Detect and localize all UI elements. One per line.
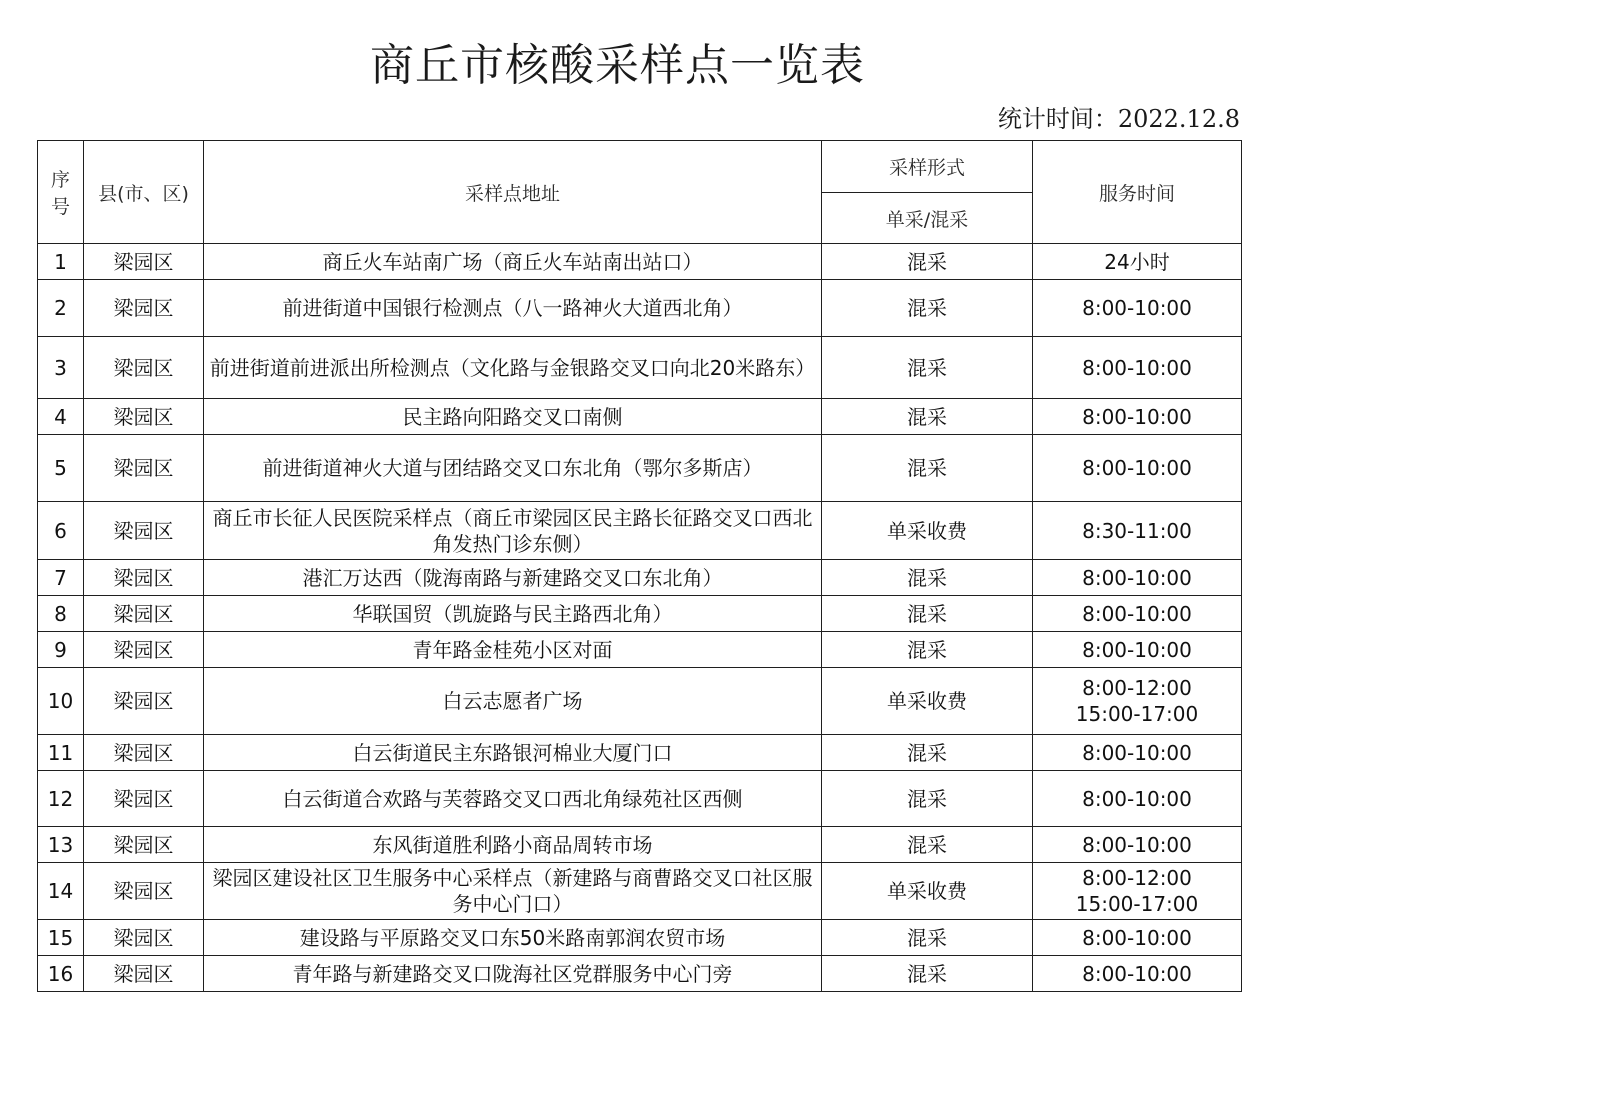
row-county: 梁园区 (84, 771, 204, 827)
row-county: 梁园区 (84, 399, 204, 435)
row-address: 白云志愿者广场 (204, 668, 822, 735)
row-hours-line: 8:00-10:00 (1082, 925, 1192, 950)
row-index: 8 (38, 596, 84, 632)
row-index: 9 (38, 632, 84, 668)
row-hours (1033, 668, 1242, 735)
table-row (38, 863, 1242, 920)
row-county: 梁园区 (84, 668, 204, 735)
row-hours-line: 8:00-10:00 (1082, 601, 1192, 626)
row-hours-line: 8:00-12:00 (1082, 866, 1192, 890)
row-address: 梁园区建设社区卫生服务中心采样点（新建路与商曹路交叉口社区服务中心门口） (204, 863, 822, 920)
row-index: 13 (38, 827, 84, 863)
row-address: 东风街道胜利路小商品周转市场 (204, 827, 822, 863)
row-hours-line: 8:00-10:00 (1082, 961, 1192, 986)
table-body (38, 244, 1242, 992)
table-row (38, 956, 1242, 992)
row-index: 10 (38, 668, 84, 735)
row-form: 混采 (822, 337, 1033, 399)
row-address: 白云街道民主东路银河棉业大厦门口 (204, 735, 822, 771)
row-hours-line-2: 15:00-17:00 (1075, 892, 1199, 916)
table-row (38, 920, 1242, 956)
row-county: 梁园区 (84, 244, 204, 280)
row-hours-line: 8:00-10:00 (1082, 355, 1192, 380)
row-form: 混采 (822, 435, 1033, 502)
row-hours-line: 8:00-12:00 (1082, 676, 1192, 700)
row-address: 前进街道中国银行检测点（八一路神火大道西北角） (204, 280, 822, 337)
row-index: 11 (38, 735, 84, 771)
row-form: 单采收费 (822, 502, 1033, 560)
row-address: 建设路与平原路交叉口东50米路南郭润农贸市场 (204, 920, 822, 956)
row-address: 白云街道合欢路与芙蓉路交叉口西北角绿苑社区西侧 (204, 771, 822, 827)
row-hours-line: 8:00-10:00 (1082, 404, 1192, 429)
row-hours-line: 8:00-10:00 (1082, 565, 1192, 590)
row-index: 12 (38, 771, 84, 827)
row-form: 混采 (822, 280, 1033, 337)
table-row (38, 435, 1242, 502)
table-row (38, 735, 1242, 771)
row-address: 前进街道前进派出所检测点（文化路与金银路交叉口向北20米路东） (204, 337, 822, 399)
row-address: 民主路向阳路交叉口南侧 (204, 399, 822, 435)
header-county: 县(市、区) (84, 141, 204, 244)
page-title: 商丘市核酸采样点一览表 (370, 40, 865, 91)
row-index: 14 (38, 863, 84, 920)
row-hours (1033, 956, 1242, 992)
table-row (38, 771, 1242, 827)
row-index: 1 (38, 244, 84, 280)
row-address: 前进街道神火大道与团结路交叉口东北角（鄂尔多斯店） (204, 435, 822, 502)
row-hours-line: 8:00-10:00 (1082, 296, 1192, 320)
row-form: 混采 (822, 956, 1033, 992)
table-row (38, 632, 1242, 668)
row-county: 梁园区 (84, 280, 204, 337)
row-county: 梁园区 (84, 502, 204, 560)
row-form: 混采 (822, 596, 1033, 632)
row-index: 3 (38, 337, 84, 399)
row-hours-line: 8:00-10:00 (1082, 786, 1192, 811)
row-hours (1033, 827, 1242, 863)
row-form: 混采 (822, 632, 1033, 668)
row-form: 混采 (822, 735, 1033, 771)
row-hours-line: 8:30-11:00 (1082, 518, 1192, 543)
row-hours-line: 8:00-10:00 (1082, 740, 1192, 765)
header-form-sub: 单采/混采 (822, 193, 1033, 244)
row-hours (1033, 560, 1242, 596)
row-county: 梁园区 (84, 920, 204, 956)
row-index: 5 (38, 435, 84, 502)
row-hours-line: 8:00-10:00 (1082, 637, 1192, 662)
row-hours (1033, 280, 1242, 337)
row-hours (1033, 863, 1242, 920)
table-row (38, 596, 1242, 632)
row-index: 2 (38, 280, 84, 337)
row-hours (1033, 920, 1242, 956)
row-hours-line-2: 15:00-17:00 (1075, 702, 1199, 726)
row-index: 4 (38, 399, 84, 435)
table-row (38, 280, 1242, 337)
row-address: 青年路金桂苑小区对面 (204, 632, 822, 668)
row-hours (1033, 244, 1242, 280)
row-hours (1033, 435, 1242, 502)
row-hours (1033, 337, 1242, 399)
table-row (38, 668, 1242, 735)
header-address: 采样点地址 (204, 141, 822, 244)
row-county: 梁园区 (84, 827, 204, 863)
table-row (38, 399, 1242, 435)
row-hours-line: 8:00-10:00 (1082, 832, 1192, 857)
table-row (38, 827, 1242, 863)
row-hours-line: 8:00-10:00 (1082, 456, 1192, 480)
row-index: 15 (38, 920, 84, 956)
row-form: 单采收费 (822, 863, 1033, 920)
row-address: 港汇万达西（陇海南路与新建路交叉口东北角） (204, 560, 822, 596)
row-county: 梁园区 (84, 435, 204, 502)
row-address: 商丘火车站南广场（商丘火车站南出站口） (204, 244, 822, 280)
header-index: 序号 (38, 141, 84, 244)
row-address: 青年路与新建路交叉口陇海社区党群服务中心门旁 (204, 956, 822, 992)
sampling-sites-table (37, 140, 1242, 992)
row-form: 混采 (822, 399, 1033, 435)
row-hours-line: 24小时 (1104, 249, 1170, 274)
row-form: 混采 (822, 827, 1033, 863)
table-row (38, 502, 1242, 560)
row-index: 16 (38, 956, 84, 992)
row-index: 6 (38, 502, 84, 560)
row-county: 梁园区 (84, 956, 204, 992)
row-hours (1033, 735, 1242, 771)
row-hours (1033, 771, 1242, 827)
table-row (38, 560, 1242, 596)
row-form: 混采 (822, 771, 1033, 827)
header-form: 采样形式 (822, 141, 1033, 193)
row-county: 梁园区 (84, 596, 204, 632)
row-hours (1033, 399, 1242, 435)
row-form: 混采 (822, 244, 1033, 280)
row-form: 单采收费 (822, 668, 1033, 735)
row-form: 混采 (822, 920, 1033, 956)
row-address: 华联国贸（凯旋路与民主路西北角） (204, 596, 822, 632)
table-row (38, 244, 1242, 280)
row-hours (1033, 632, 1242, 668)
row-county: 梁园区 (84, 560, 204, 596)
header-hours: 服务时间 (1033, 141, 1242, 244)
row-hours (1033, 596, 1242, 632)
row-hours (1033, 502, 1242, 560)
row-county: 梁园区 (84, 863, 204, 920)
table-row (38, 337, 1242, 399)
row-county: 梁园区 (84, 632, 204, 668)
row-index: 7 (38, 560, 84, 596)
statistics-time: 统计时间：2022.12.8 (997, 105, 1240, 133)
row-address: 商丘市长征人民医院采样点（商丘市梁园区民主路长征路交叉口西北角发热门诊东侧） (204, 502, 822, 560)
row-county: 梁园区 (84, 337, 204, 399)
row-form: 混采 (822, 560, 1033, 596)
row-county: 梁园区 (84, 735, 204, 771)
